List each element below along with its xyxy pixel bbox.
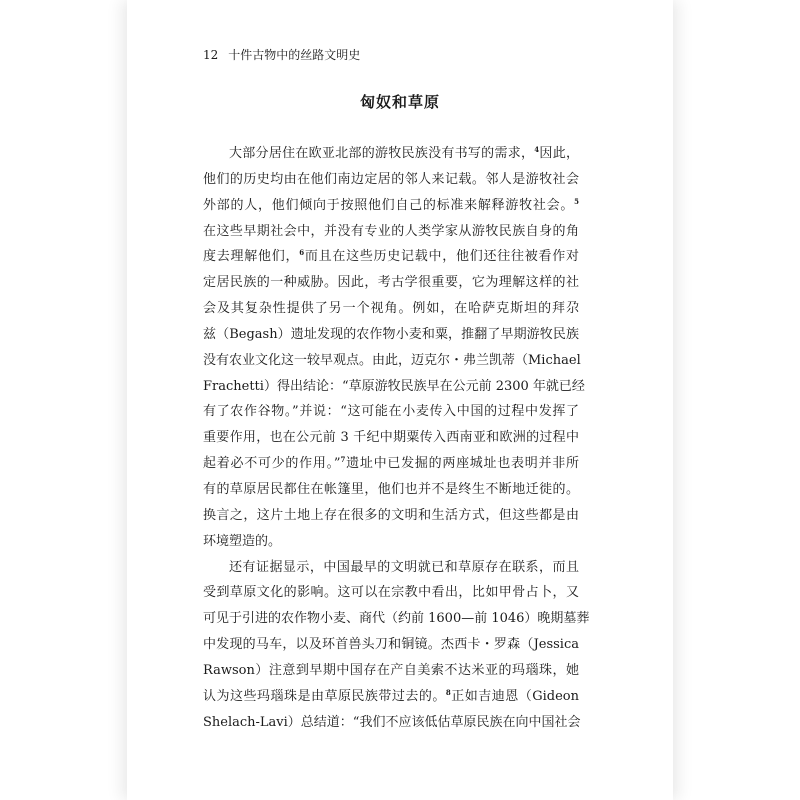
text-line xyxy=(203,167,579,193)
text-line xyxy=(203,348,579,374)
footnote-ref: 5 xyxy=(574,196,579,206)
text-line xyxy=(203,244,579,270)
text-segment: 还有证据显示，中国最早的文明就已和草原存在联系，而且 xyxy=(229,559,579,575)
text-line xyxy=(203,477,579,503)
text-segment: Frachetti）得出结论：“草原游牧民族早在公元前 2300 年就已经 xyxy=(203,378,585,394)
text-line xyxy=(203,658,579,684)
text-segment: 遗址中已发掘的两座城址也表明并非所 xyxy=(345,456,579,472)
running-head xyxy=(203,47,360,63)
text-segment: 重要作用，也在公元前 3 千纪中期粟传入西南亚和欧洲的过程中 xyxy=(203,430,579,446)
section-title: 匈奴和草原 xyxy=(359,93,440,111)
footnote-ref: 6 xyxy=(299,248,305,258)
text-line xyxy=(203,451,579,477)
text-segment: 而且在这些历史记载中，他们还往往被看作对 xyxy=(304,249,579,265)
text-line xyxy=(203,219,579,245)
text-segment: 可见于引进的农作物小麦、商代（约前 1600—前 1046）晚期墓葬 xyxy=(203,611,590,627)
text-segment: 定居民族的一种威胁。因此，考古学很重要，它为理解这样的社 xyxy=(203,275,579,291)
text-segment: Shelach-Lavi）总结道：“我们不应该低估草原民族在向中国社会 xyxy=(203,714,581,730)
text-line xyxy=(203,270,579,296)
text-segment: 受到草原文化的影响。这可以在宗教中看出，比如甲骨占卜，又 xyxy=(203,585,579,601)
text-line xyxy=(203,193,579,219)
text-line xyxy=(203,710,579,736)
text-segment: Rawson）注意到早期中国存在产自美索不达米亚的玛瑙珠，她 xyxy=(203,662,579,678)
text-line xyxy=(203,632,579,658)
text-segment: 会及其复杂性提供了另一个视角。例如，在哈萨克斯坦的拜尕 xyxy=(203,301,579,317)
text-line xyxy=(203,141,579,167)
body-text xyxy=(203,141,590,735)
text-segment: 因此， xyxy=(539,146,579,161)
text-line xyxy=(203,374,585,400)
book-title: 十件古物中的丝路文明史 xyxy=(228,48,361,62)
text-line xyxy=(203,399,579,425)
text-segment: 换言之，这片土地上存在很多的文明和生活方式，但这些都是由 xyxy=(203,507,579,523)
text-segment: 大部分居住在欧亚北部的游牧民族没有书写的需求， xyxy=(229,146,535,161)
text-line xyxy=(203,529,579,555)
text-segment: 兹（Begash）遗址发现的农作物小麦和粟，推翻了早期游牧民族 xyxy=(203,326,579,342)
page-number: 12 xyxy=(203,48,219,62)
text-segment: 有的草原居民都住在帐篷里，他们也并不是终生不断地迁徙的。 xyxy=(203,481,579,497)
text-segment: 认为这些玛瑙珠是由草原民族带过去的。 xyxy=(203,688,446,704)
footnote-ref: 4 xyxy=(534,145,540,154)
text-segment: 环境塑造的。 xyxy=(203,533,282,549)
footnote-ref: 8 xyxy=(445,687,451,697)
text-segment: 中发现的马车，以及环首兽头刀和铜镜。杰西卡・罗森（Jessica xyxy=(203,637,579,653)
book-page xyxy=(127,0,673,800)
text-line xyxy=(203,425,579,451)
text-line xyxy=(203,322,579,348)
text-segment: 外部的人，他们倾向于按照他们自己的标准来解释游牧社会。 xyxy=(203,197,575,213)
footnote-ref: 7 xyxy=(340,455,346,465)
text-segment: 起着必不可少的作用。” xyxy=(203,456,341,472)
text-segment: 他们的历史均由在他们南边定居的邻人来记载。邻人是游牧社会 xyxy=(203,171,579,187)
text-line xyxy=(203,606,590,632)
text-line xyxy=(203,503,579,529)
text-line xyxy=(203,580,579,606)
text-segment: 在这些早期社会中，并没有专业的人类学家从游牧民族自身的角 xyxy=(203,223,579,239)
text-segment: 有了农作谷物。”并说：“这可能在小麦传入中国的过程中发挥了 xyxy=(203,404,579,420)
text-segment: 正如吉迪恩（Gideon xyxy=(450,688,579,704)
text-line xyxy=(203,296,579,322)
text-segment: 没有农业文化这一较早观点。由此，迈克尔・弗兰凯蒂（Michael xyxy=(203,352,581,368)
text-segment: 度去理解他们， xyxy=(203,249,300,265)
text-line xyxy=(203,684,579,710)
text-line xyxy=(203,555,579,581)
